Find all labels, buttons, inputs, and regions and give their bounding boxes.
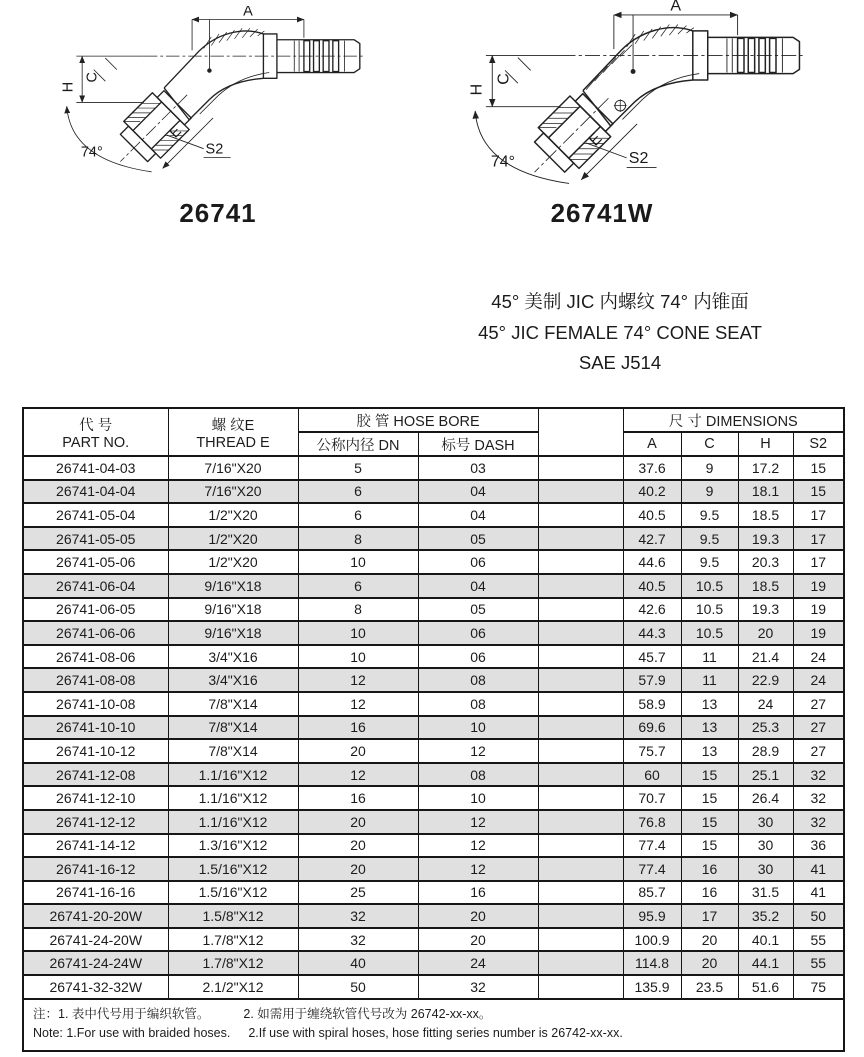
- cell-dim-c: 10.5: [681, 574, 738, 598]
- cell-dim-h: 35.2: [738, 904, 793, 928]
- cell-part-no: 26741-24-20W: [23, 928, 168, 952]
- cell-thread-e: 9/16"X18: [168, 598, 298, 622]
- note-cn-1: 注：1. 表中代号用于编织软管。: [33, 1006, 210, 1021]
- cell-dash: 16: [418, 881, 538, 905]
- cell-spacer: [538, 716, 623, 740]
- table-row: [23, 951, 844, 975]
- cell-dim-a: 76.8: [623, 810, 681, 834]
- cell-part-no: 26741-08-06: [23, 645, 168, 669]
- cell-part-no: 26741-12-12: [23, 810, 168, 834]
- note-en-2: 2.If use with spiral hoses, hose fitting series number is 26742-xx-xx.: [248, 1025, 623, 1040]
- cell-part-no: 26741-04-03: [23, 456, 168, 480]
- cell-spacer: [538, 645, 623, 669]
- cell-dn: 20: [298, 834, 418, 858]
- cell-dn: 20: [298, 739, 418, 763]
- dim-label-s2: S2: [628, 150, 649, 168]
- cell-dn: 8: [298, 598, 418, 622]
- cell-dim-c: 20: [681, 928, 738, 952]
- product-title-en: 45° JIC FEMALE 74° CONE SEAT: [478, 321, 762, 343]
- cell-dash: 12: [418, 739, 538, 763]
- header-part-no-cn: 代 号: [79, 417, 113, 434]
- cell-part-no: 26741-08-08: [23, 668, 168, 692]
- cell-dim-c: 20: [681, 951, 738, 975]
- model-label-26741: 26741: [179, 198, 257, 228]
- cell-spacer: [538, 834, 623, 858]
- dim-label-e: E: [585, 129, 606, 150]
- cell-dash: 04: [418, 480, 538, 504]
- dim-label-e: E: [166, 123, 185, 142]
- table-row: [23, 763, 844, 787]
- cell-dim-a: 75.7: [623, 739, 681, 763]
- cell-dim-s2: 32: [793, 810, 844, 834]
- header-part-no-en: PART NO.: [62, 434, 130, 451]
- spec-table: [22, 407, 845, 1052]
- cell-dn: 6: [298, 503, 418, 527]
- cell-thread-e: 1.3/16"X12: [168, 834, 298, 858]
- cell-dim-c: 9.5: [681, 527, 738, 551]
- cell-thread-e: 7/8"X14: [168, 692, 298, 716]
- cell-dn: 20: [298, 810, 418, 834]
- table-footer: [23, 999, 844, 1051]
- cell-dim-c: 9.5: [681, 550, 738, 574]
- cell-dim-a: 42.6: [623, 598, 681, 622]
- cell-spacer: [538, 668, 623, 692]
- cell-dim-c: 11: [681, 668, 738, 692]
- cell-dim-a: 70.7: [623, 786, 681, 810]
- cell-dim-c: 15: [681, 786, 738, 810]
- table-row: [23, 598, 844, 622]
- cell-part-no: 26741-24-24W: [23, 951, 168, 975]
- cell-dn: 12: [298, 763, 418, 787]
- cell-spacer: [538, 621, 623, 645]
- cell-thread-e: 1/2"X20: [168, 527, 298, 551]
- cell-dn: 32: [298, 928, 418, 952]
- cell-dim-h: 51.6: [738, 975, 793, 999]
- cell-spacer: [538, 598, 623, 622]
- cell-dim-h: 30: [738, 834, 793, 858]
- cell-dash: 08: [418, 668, 538, 692]
- cell-dim-h: 20.3: [738, 550, 793, 574]
- cell-part-no: 26741-12-10: [23, 786, 168, 810]
- cell-dash: 08: [418, 763, 538, 787]
- cell-dim-h: 28.9: [738, 739, 793, 763]
- cell-part-no: 26741-10-10: [23, 716, 168, 740]
- cell-thread-e: 1/2"X20: [168, 550, 298, 574]
- header-thread-cn: 螺 纹E: [211, 417, 255, 434]
- product-title-cn: 45° 美制 JIC 内螺纹 74° 内锥面: [491, 291, 749, 312]
- cell-dash: 20: [418, 928, 538, 952]
- header-dim-a: A: [623, 432, 681, 456]
- cell-part-no: 26741-05-05: [23, 527, 168, 551]
- dim-label-c: C: [84, 72, 101, 83]
- note-line-cn: [33, 1005, 834, 1024]
- cell-thread-e: 9/16"X18: [168, 621, 298, 645]
- table-row: [23, 503, 844, 527]
- cell-dim-a: 40.5: [623, 574, 681, 598]
- cell-dash: 12: [418, 857, 538, 881]
- cell-dim-h: 20: [738, 621, 793, 645]
- cell-dim-s2: 32: [793, 763, 844, 787]
- cell-dash: 04: [418, 574, 538, 598]
- dim-label-h: H: [468, 83, 486, 96]
- cell-thread-e: 7/16"X20: [168, 456, 298, 480]
- cell-part-no: 26741-16-12: [23, 857, 168, 881]
- cell-part-no: 26741-05-06: [23, 550, 168, 574]
- table-row: [23, 550, 844, 574]
- cell-dash: 20: [418, 904, 538, 928]
- note-en-1: Note: 1.For use with braided hoses.: [33, 1025, 231, 1040]
- cell-spacer: [538, 810, 623, 834]
- cell-part-no: 26741-32-32W: [23, 975, 168, 999]
- cell-dn: 10: [298, 645, 418, 669]
- cell-dn: 10: [298, 550, 418, 574]
- cell-spacer: [538, 456, 623, 480]
- cell-dim-a: 57.9: [623, 668, 681, 692]
- cell-dim-a: 40.5: [623, 503, 681, 527]
- table-row: [23, 928, 844, 952]
- cell-dim-c: 23.5: [681, 975, 738, 999]
- cell-dim-a: 77.4: [623, 857, 681, 881]
- cell-dash: 06: [418, 550, 538, 574]
- weld-point-marker: [614, 99, 627, 112]
- cell-spacer: [538, 904, 623, 928]
- cell-dim-c: 9: [681, 480, 738, 504]
- cell-part-no: 26741-06-04: [23, 574, 168, 598]
- cell-dim-c: 16: [681, 857, 738, 881]
- cell-thread-e: 1.5/16"X12: [168, 857, 298, 881]
- dim-label-a: A: [670, 0, 682, 15]
- cell-dash: 05: [418, 598, 538, 622]
- cell-thread-e: 1.5/16"X12: [168, 881, 298, 905]
- cell-dim-c: 13: [681, 692, 738, 716]
- header-dim-s2: S2: [793, 432, 844, 456]
- dim-label-h: H: [60, 81, 77, 93]
- cell-dim-s2: 55: [793, 928, 844, 952]
- header-spacer: [538, 408, 623, 456]
- cell-dim-s2: 75: [793, 975, 844, 999]
- cell-thread-e: 1.1/16"X12: [168, 763, 298, 787]
- notes-cell: [23, 999, 844, 1051]
- cell-dim-s2: 19: [793, 621, 844, 645]
- cell-dim-c: 10.5: [681, 598, 738, 622]
- table-row: [23, 574, 844, 598]
- cell-dim-s2: 32: [793, 786, 844, 810]
- cell-dim-a: 135.9: [623, 975, 681, 999]
- cell-spacer: [538, 574, 623, 598]
- cell-spacer: [538, 480, 623, 504]
- table-row: [23, 857, 844, 881]
- cell-dim-h: 19.3: [738, 598, 793, 622]
- cell-dim-h: 24: [738, 692, 793, 716]
- cell-thread-e: 1.1/16"X12: [168, 810, 298, 834]
- cell-spacer: [538, 951, 623, 975]
- cell-dash: 10: [418, 786, 538, 810]
- cell-dim-c: 13: [681, 716, 738, 740]
- table-row: [23, 739, 844, 763]
- header-hose-bore: 胶 管 HOSE BORE: [298, 408, 538, 432]
- table-header: [23, 408, 844, 456]
- table-row: [23, 480, 844, 504]
- cell-dn: 40: [298, 951, 418, 975]
- cell-dim-h: 26.4: [738, 786, 793, 810]
- cell-thread-e: 7/8"X14: [168, 739, 298, 763]
- cell-dim-s2: 36: [793, 834, 844, 858]
- cell-dim-s2: 17: [793, 527, 844, 551]
- cell-thread-e: 3/4"X16: [168, 668, 298, 692]
- cell-thread-e: 1.1/16"X12: [168, 786, 298, 810]
- cell-dn: 20: [298, 857, 418, 881]
- cell-dash: 12: [418, 834, 538, 858]
- cell-dash: 32: [418, 975, 538, 999]
- cell-dim-a: 69.6: [623, 716, 681, 740]
- cell-dn: 16: [298, 786, 418, 810]
- cell-part-no: 26741-06-05: [23, 598, 168, 622]
- cell-dn: 12: [298, 668, 418, 692]
- table-row: [23, 904, 844, 928]
- cell-spacer: [538, 857, 623, 881]
- cell-dim-h: 44.1: [738, 951, 793, 975]
- header-dimensions: 尺 寸 DIMENSIONS: [623, 408, 844, 432]
- table-row: [23, 716, 844, 740]
- cell-dim-a: 42.7: [623, 527, 681, 551]
- cell-dim-h: 22.9: [738, 668, 793, 692]
- cell-dim-a: 37.6: [623, 456, 681, 480]
- dim-label-s2: S2: [205, 141, 224, 158]
- cell-dim-h: 17.2: [738, 456, 793, 480]
- cell-dim-s2: 15: [793, 456, 844, 480]
- cell-thread-e: 7/16"X20: [168, 480, 298, 504]
- header-thread-en: THREAD E: [196, 434, 270, 451]
- cell-dim-s2: 27: [793, 739, 844, 763]
- cell-dim-a: 44.6: [623, 550, 681, 574]
- cell-dim-a: 58.9: [623, 692, 681, 716]
- cell-part-no: 26741-12-08: [23, 763, 168, 787]
- table-row: [23, 786, 844, 810]
- cell-dim-a: 60: [623, 763, 681, 787]
- cell-dim-a: 95.9: [623, 904, 681, 928]
- cell-part-no: 26741-14-12: [23, 834, 168, 858]
- cell-part-no: 26741-04-04: [23, 480, 168, 504]
- cell-thread-e: 9/16"X18: [168, 574, 298, 598]
- cell-part-no: 26741-06-06: [23, 621, 168, 645]
- cone-angle-label: 74°: [490, 153, 516, 171]
- note-line-en: [33, 1024, 834, 1043]
- cell-dim-h: 25.1: [738, 763, 793, 787]
- cell-dim-a: 40.2: [623, 480, 681, 504]
- table-row: [23, 834, 844, 858]
- cell-dn: 5: [298, 456, 418, 480]
- table-row: [23, 668, 844, 692]
- cell-dim-c: 9.5: [681, 503, 738, 527]
- cell-dim-a: 114.8: [623, 951, 681, 975]
- fitting-diagram-26741w: [424, 0, 808, 208]
- cell-dim-s2: 55: [793, 951, 844, 975]
- cell-dn: 6: [298, 574, 418, 598]
- cell-dim-c: 10.5: [681, 621, 738, 645]
- cell-dim-s2: 19: [793, 598, 844, 622]
- cell-thread-e: 1.7/8"X12: [168, 951, 298, 975]
- dim-label-c: C: [495, 73, 513, 85]
- cell-dash: 05: [418, 527, 538, 551]
- cell-dim-a: 85.7: [623, 881, 681, 905]
- cell-dim-h: 25.3: [738, 716, 793, 740]
- table-row: [23, 881, 844, 905]
- cell-thread-e: 1/2"X20: [168, 503, 298, 527]
- table-row: [23, 645, 844, 669]
- cell-spacer: [538, 550, 623, 574]
- cell-dim-h: 21.4: [738, 645, 793, 669]
- cell-dim-a: 44.3: [623, 621, 681, 645]
- table-row: [23, 527, 844, 551]
- cell-dim-s2: 15: [793, 480, 844, 504]
- cell-dim-c: 9: [681, 456, 738, 480]
- header-dim-c: C: [681, 432, 738, 456]
- cell-dim-h: 30: [738, 857, 793, 881]
- cell-spacer: [538, 786, 623, 810]
- cell-dn: 50: [298, 975, 418, 999]
- cell-dim-s2: 27: [793, 716, 844, 740]
- header-thread-e: [168, 408, 298, 456]
- table-row: [23, 456, 844, 480]
- cell-dim-s2: 19: [793, 574, 844, 598]
- cell-dim-a: 100.9: [623, 928, 681, 952]
- cell-dash: 08: [418, 692, 538, 716]
- cell-dim-a: 77.4: [623, 834, 681, 858]
- table-row: [23, 692, 844, 716]
- cell-dim-a: 45.7: [623, 645, 681, 669]
- cell-dash: 03: [418, 456, 538, 480]
- cell-dim-h: 18.5: [738, 503, 793, 527]
- cell-dn: 25: [298, 881, 418, 905]
- cell-dim-s2: 41: [793, 857, 844, 881]
- cell-dash: 12: [418, 810, 538, 834]
- cell-spacer: [538, 527, 623, 551]
- cell-part-no: 26741-05-04: [23, 503, 168, 527]
- cell-part-no: 26741-10-12: [23, 739, 168, 763]
- cell-spacer: [538, 975, 623, 999]
- table-row: [23, 621, 844, 645]
- cell-dim-s2: 24: [793, 645, 844, 669]
- cell-dash: 06: [418, 645, 538, 669]
- cell-thread-e: 2.1/2"X12: [168, 975, 298, 999]
- fitting-diagram-26741: [20, 6, 368, 194]
- cone-angle-label: 74°: [80, 144, 103, 161]
- cell-dim-s2: 17: [793, 503, 844, 527]
- cell-dim-c: 15: [681, 763, 738, 787]
- cell-thread-e: 1.7/8"X12: [168, 928, 298, 952]
- cell-spacer: [538, 881, 623, 905]
- header-dash: 标号 DASH: [418, 432, 538, 456]
- cell-dim-h: 18.5: [738, 574, 793, 598]
- cell-thread-e: 1.5/8"X12: [168, 904, 298, 928]
- cell-dn: 32: [298, 904, 418, 928]
- table-row: [23, 810, 844, 834]
- product-standard: SAE J514: [578, 352, 662, 373]
- cell-part-no: 26741-20-20W: [23, 904, 168, 928]
- spiral-wrap-hatch: [586, 45, 632, 90]
- header-dim-h: H: [738, 432, 793, 456]
- header-part-no: [23, 408, 168, 456]
- cell-dn: 16: [298, 716, 418, 740]
- cell-dim-c: 15: [681, 810, 738, 834]
- cell-dim-c: 16: [681, 881, 738, 905]
- cell-dim-s2: 41: [793, 881, 844, 905]
- cell-dash: 06: [418, 621, 538, 645]
- cell-thread-e: 3/4"X16: [168, 645, 298, 669]
- cell-part-no: 26741-10-08: [23, 692, 168, 716]
- table-row: [23, 975, 844, 999]
- dim-label-a: A: [243, 6, 253, 20]
- cell-dim-c: 17: [681, 904, 738, 928]
- cell-dn: 6: [298, 480, 418, 504]
- cell-spacer: [538, 763, 623, 787]
- cell-spacer: [538, 739, 623, 763]
- header-dn: 公称内径 DN: [298, 432, 418, 456]
- model-label-26741w: 26741W: [550, 198, 654, 228]
- cell-dim-h: 30: [738, 810, 793, 834]
- cell-dim-s2: 17: [793, 550, 844, 574]
- cell-dim-c: 15: [681, 834, 738, 858]
- cell-dn: 10: [298, 621, 418, 645]
- cell-dn: 12: [298, 692, 418, 716]
- cell-dim-s2: 50: [793, 904, 844, 928]
- cell-dim-c: 11: [681, 645, 738, 669]
- cell-part-no: 26741-16-16: [23, 881, 168, 905]
- cell-dim-s2: 27: [793, 692, 844, 716]
- cell-dim-h: 18.1: [738, 480, 793, 504]
- cell-dim-s2: 24: [793, 668, 844, 692]
- cell-dash: 10: [418, 716, 538, 740]
- note-cn-2: 2. 如需用于缠绕软管代号改为 26742-xx-xx。: [243, 1006, 492, 1021]
- product-title-block: [400, 287, 840, 379]
- cell-dim-c: 13: [681, 739, 738, 763]
- cell-dn: 8: [298, 527, 418, 551]
- cell-thread-e: 7/8"X14: [168, 716, 298, 740]
- cell-dim-h: 19.3: [738, 527, 793, 551]
- cell-spacer: [538, 503, 623, 527]
- cell-dim-h: 40.1: [738, 928, 793, 952]
- cell-dim-h: 31.5: [738, 881, 793, 905]
- table-body: [23, 456, 844, 999]
- cell-dash: 24: [418, 951, 538, 975]
- cell-spacer: [538, 928, 623, 952]
- cell-spacer: [538, 692, 623, 716]
- cell-dash: 04: [418, 503, 538, 527]
